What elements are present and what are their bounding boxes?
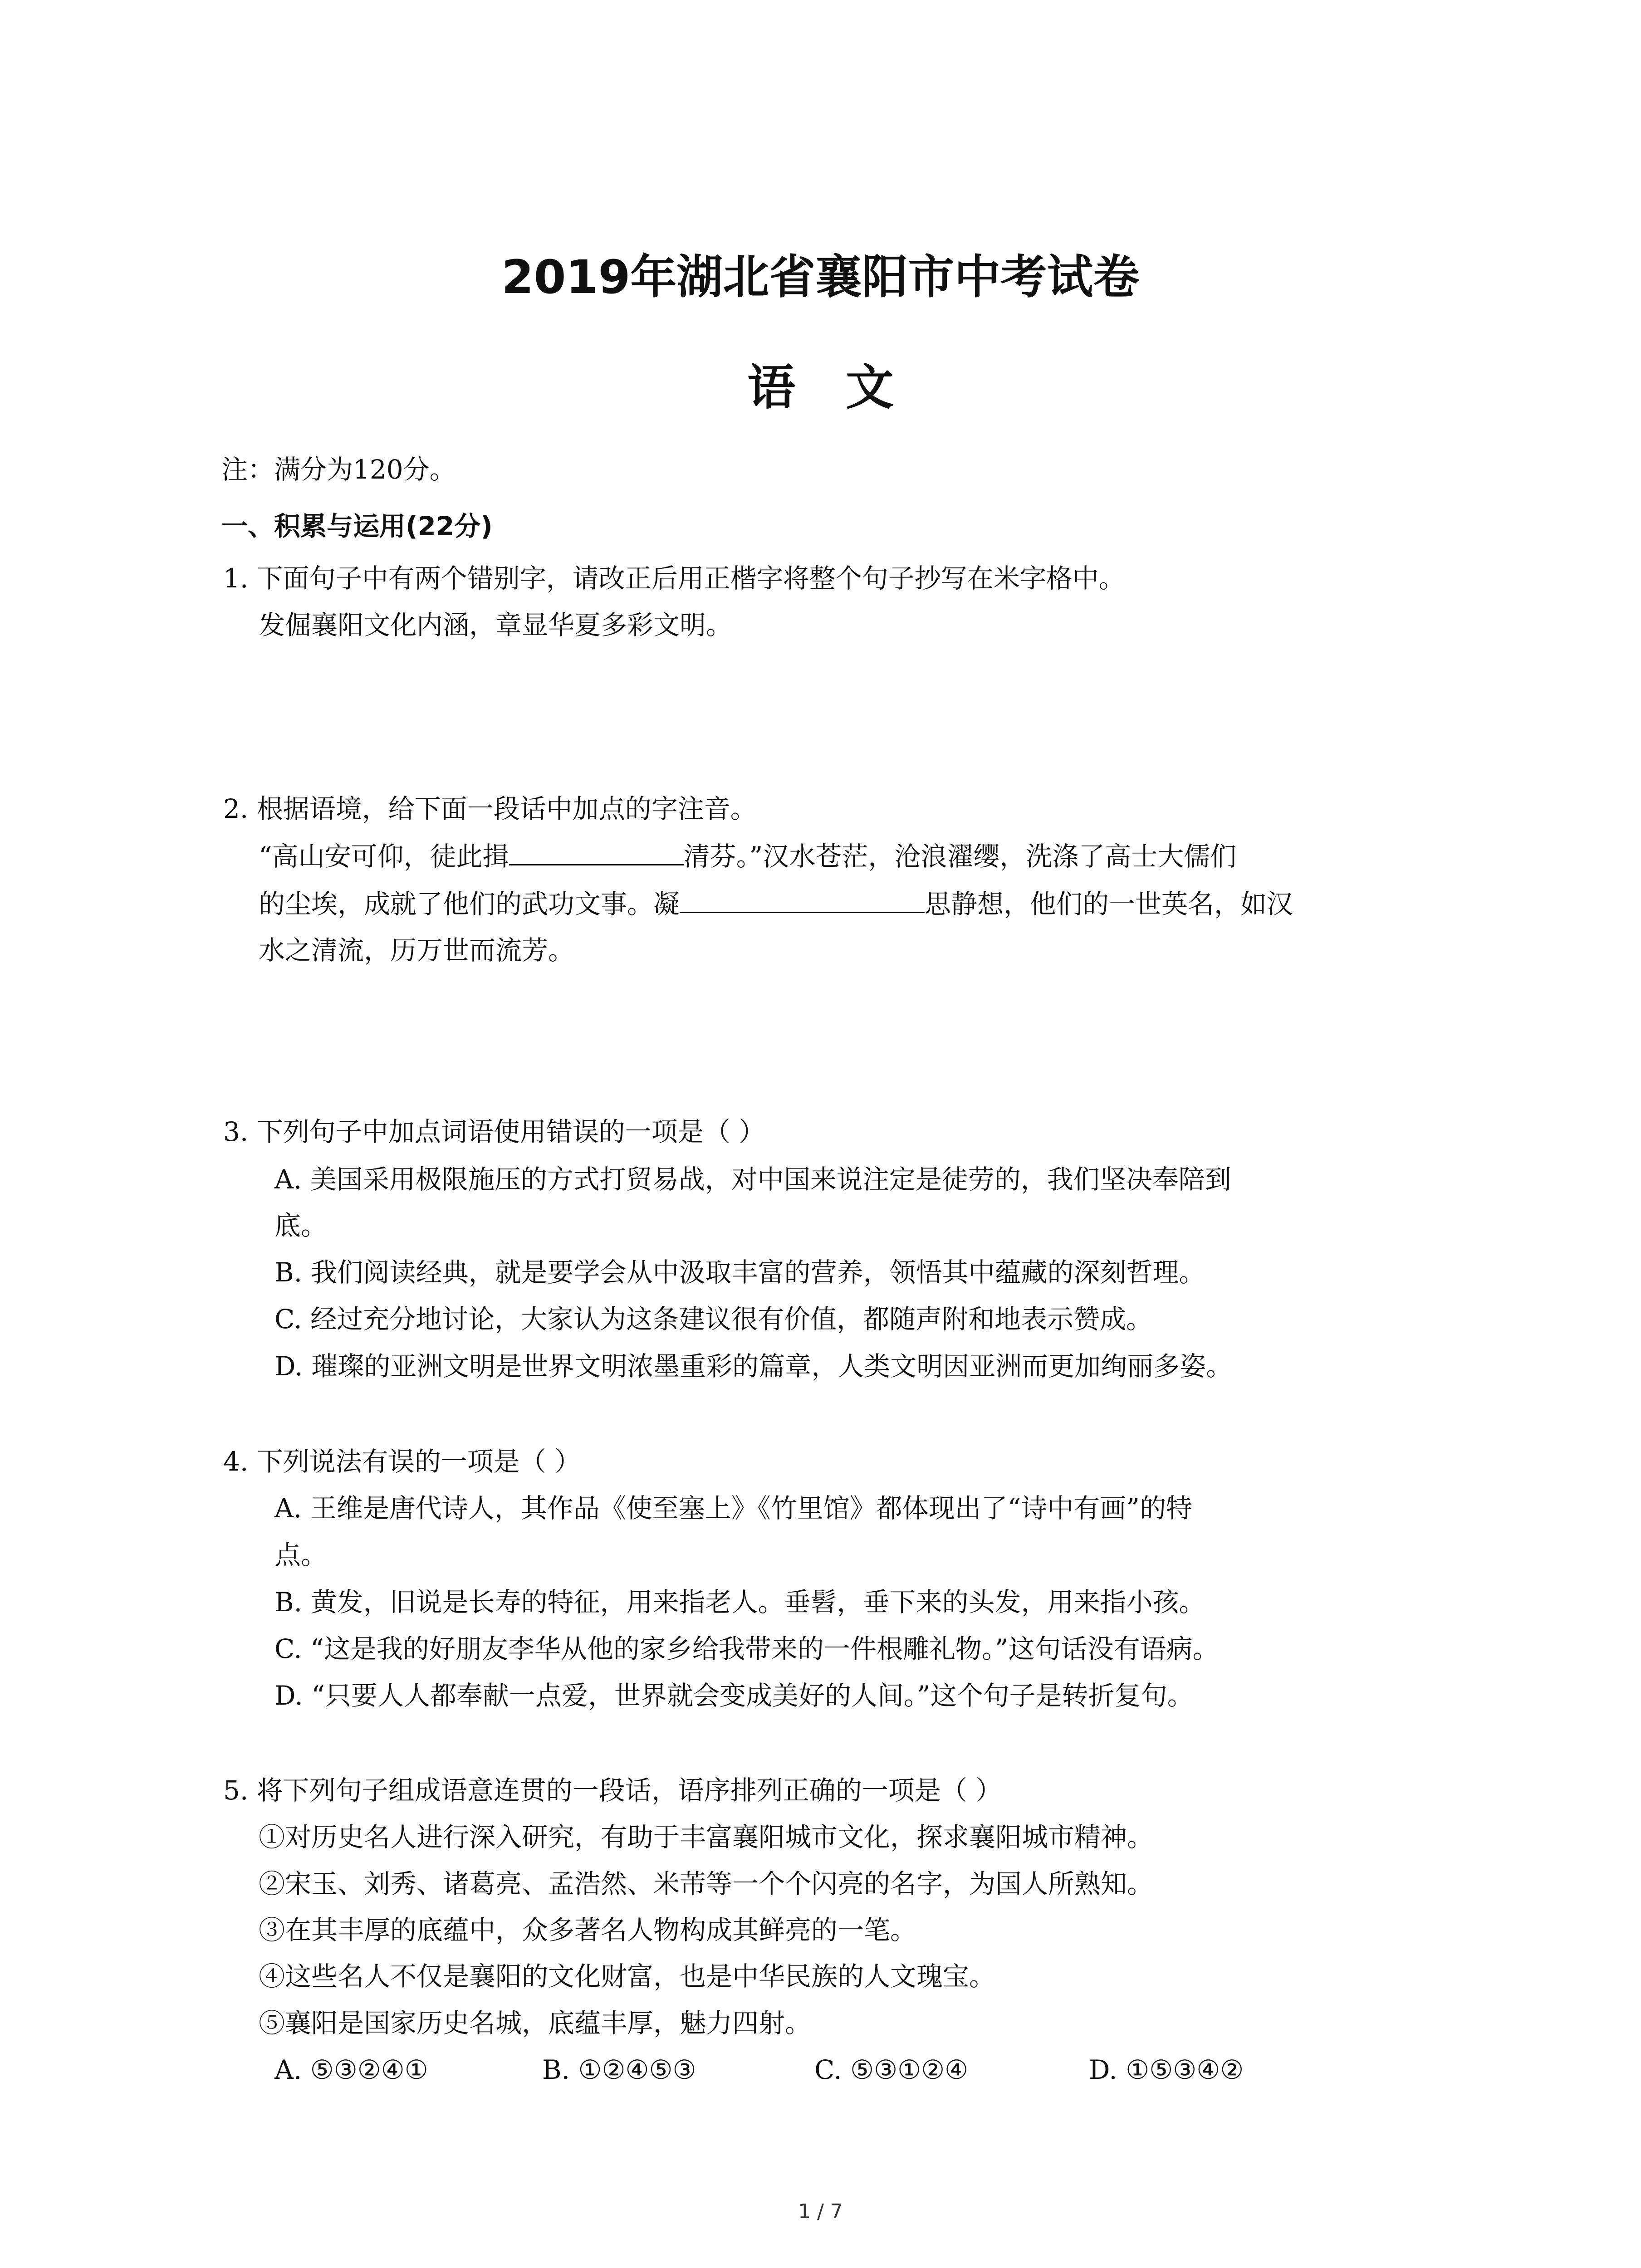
q5-sentence-2: ②宋玉、刘秀、诸葛亮、孟浩然、米芾等一个个闪亮的名字，为国人所熟知。 (259, 1868, 1154, 1899)
q3-option-c: C. 经过充分地讨论，大家认为这条建议很有价值，都随声附和地表示赞成。 (274, 1304, 1153, 1334)
q4-option-b: B. 黄发，旧说是长寿的特征，用来指老人。垂髫，垂下来的头发，用来指小孩。 (274, 1587, 1205, 1618)
page-number: 1 / 7 (798, 2200, 843, 2223)
q5-sentence-1: ①对历史名人进行深入研究，有助于丰富襄阳城市文化，探求襄阳城市精神。 (259, 1822, 1154, 1853)
q2-line-1 (259, 841, 1236, 872)
q5-stem: 5. 将下列句子组成语意连贯的一段话，语序排列正确的一项是（ ） (223, 1775, 1002, 1806)
q2-answer-blank-2[interactable] (680, 888, 925, 913)
q4-option-a-cont: 点。 (274, 1540, 328, 1570)
q3-option-d: D. 璀璨的亚洲文明是世界文明浓墨重彩的篇章，人类文明因亚洲而更加绚丽多姿。 (274, 1351, 1233, 1382)
q5-option-a: A. ⑤③②④① (274, 2054, 428, 2085)
q4-stem: 4. 下列说法有误的一项是（ ） (223, 1446, 581, 1477)
exam-title: 2019年湖北省襄阳市中考试卷 (501, 250, 1140, 304)
score-note: 注：满分为120分。 (221, 454, 456, 485)
q1-stem: 1. 下面句子中有两个错别字，请改正后用正楷字将整个句子抄写在米字格中。 (223, 563, 1125, 594)
q2-line-1-part-b: 清芬。”汉水苍茫，沧浪濯缨，洗涤了高士大儒们 (683, 841, 1237, 872)
q5-option-d: D. ①⑤③④② (1089, 2054, 1244, 2085)
q2-line-2-part-a: 的尘埃，成就了他们的武功文事。凝 (259, 889, 680, 919)
q2-answer-blank-1[interactable] (509, 841, 684, 865)
q4-option-c: C. “这是我的好朋友李华从他的家乡给我带来的一件根雕礼物。”这句话没有语病。 (274, 1633, 1219, 1664)
q2-line-2 (259, 888, 1293, 920)
q2-line-3: 水之清流，历万世而流芳。 (259, 935, 575, 966)
q5-sentence-5: ⑤襄阳是国家历史名城，底蕴丰厚，魅力四射。 (259, 2008, 812, 2038)
q5-option-b: B. ①②④⑤③ (542, 2054, 696, 2085)
q5-sentence-3: ③在其丰厚的底蕴中，众多著名人物构成其鲜亮的一笔。 (259, 1915, 917, 1945)
q4-option-a: A. 王维是唐代诗人，其作品《使至塞上》《竹里馆》都体现出了“诗中有画”的特 (274, 1493, 1193, 1524)
q1-sentence: 发倔襄阳文化内涵，章显华夏多彩文明。 (259, 610, 733, 640)
q5-sentence-4: ④这些名人不仅是襄阳的文化财富，也是中华民族的人文瑰宝。 (259, 1961, 996, 1992)
section-1-title: 一、积累与运用(22分) (221, 511, 493, 542)
q3-option-a: A. 美国采用极限施压的方式打贸易战，对中国来说注定是徒劳的，我们坚决奉陪到 (274, 1164, 1231, 1195)
q4-option-d: D. “只要人人都奉献一点爱，世界就会变成美好的人间。”这个句子是转折复句。 (274, 1680, 1194, 1711)
q2-line-2-part-b: 思静想，他们的一世英名，如汉 (925, 889, 1293, 919)
q2-line-1-part-a: “高山安可仰，徒此揖 (259, 841, 509, 872)
q2-stem: 2. 根据语境，给下面一段话中加点的字注音。 (223, 793, 757, 824)
q3-stem: 3. 下列句子中加点词语使用错误的一项是（ ） (223, 1116, 765, 1147)
q3-option-a-cont: 底。 (274, 1210, 328, 1241)
q3-option-b: B. 我们阅读经典，就是要学会从中汲取丰富的营养，领悟其中蕴藏的深刻哲理。 (274, 1257, 1205, 1288)
q5-option-c: C. ⑤③①②④ (814, 2054, 969, 2085)
subject-title: 语 文 (747, 360, 894, 415)
